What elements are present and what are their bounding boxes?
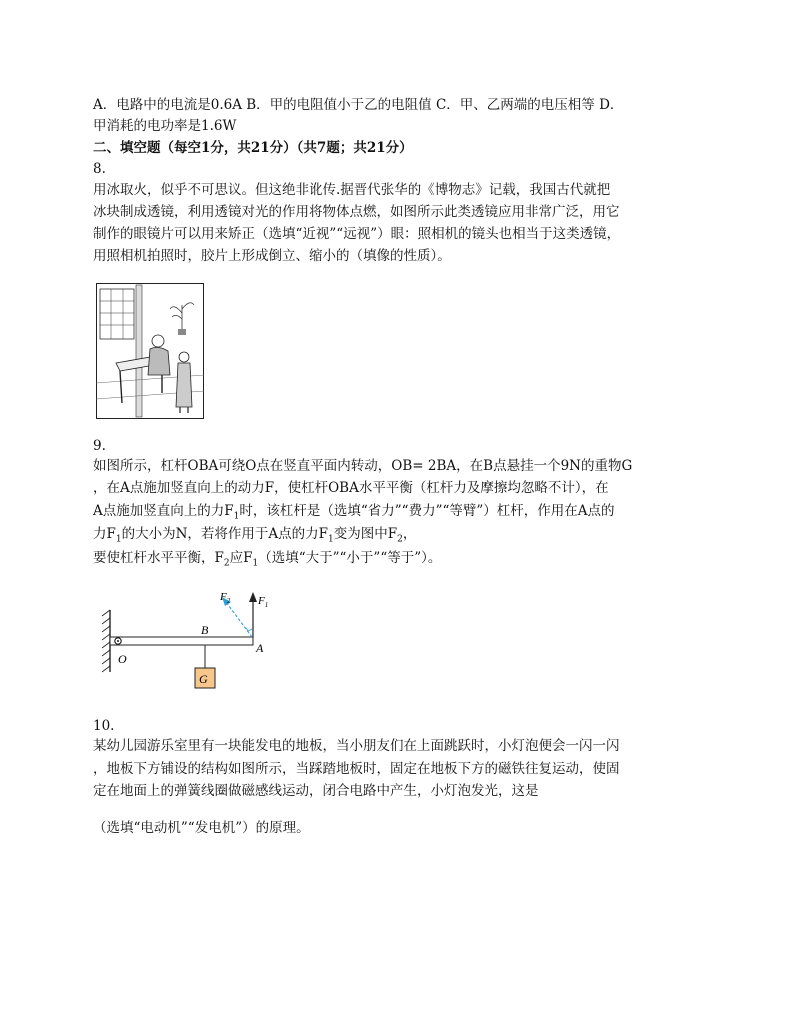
q8-text-line-1: 用冰取火，似乎不可思议。但这绝非讹传.据晋代张华的《博物志》记载，我国古代就把	[93, 182, 611, 198]
q10-text-line-4: （选填“电动机”“发电机”）的原理。	[93, 820, 310, 836]
subscript-1: 1	[252, 558, 259, 569]
subscript-1: 1	[233, 511, 240, 522]
q9-text-line-1: 如图所示，杠杆OBA可绕O点在竖直平面内转动，OB= 2BA，在B点悬挂一个9N的重物G	[93, 458, 633, 474]
q9-text-line-4	[93, 524, 416, 550]
q9-line5-part-a: 要使杠杆水平平衡，F	[93, 550, 224, 566]
q9-line5-part-c: （选填“大于”“小于”“等于”）。	[258, 550, 442, 566]
q10-number: 10.	[93, 718, 115, 734]
q9-text-line-3	[93, 501, 615, 527]
q9-line3-part-a: A点施加竖直向上的力F	[93, 503, 234, 519]
q7-options-line-1: A．电路中的电流是0.6A B．甲的电阻值小于乙的电阻值 C．甲、乙两端的电压相等 D．	[93, 97, 624, 113]
q9-line3-part-b: 时，该杠杆是（选填“省力”“费力”“等臂”）杠杆，作用在A点的	[239, 503, 615, 519]
q9-line4-part-c: 变为图中F	[333, 526, 398, 542]
q10-text-line-1: 某幼儿园游乐室里有一块能发电的地板，当小朋友们在上面跳跃时，小灯泡便会一闪一闪	[93, 738, 620, 754]
q7-options-line-2: 甲消耗的电功率是1.6W	[93, 118, 237, 134]
wall-hatch	[102, 610, 110, 672]
q9-line4-part-d: ，	[402, 526, 417, 542]
lever-bar	[110, 637, 253, 645]
label-f2: $F_2$	[220, 591, 231, 605]
q8-number: 8.	[93, 161, 106, 177]
lever-diagram	[98, 588, 278, 700]
label-f1: $F_1$	[258, 595, 269, 609]
label-b: B	[201, 623, 209, 637]
subscript-1: 1	[115, 534, 122, 545]
q9-text-line-5	[93, 548, 441, 574]
q9-line4-part-b: 的大小为N，若将作用于A点的力F	[121, 526, 329, 542]
subscript-2: 2	[223, 558, 230, 569]
section-title: 二、填空题（每空1分，共21分）（共7题；共21分）	[93, 140, 413, 156]
force-f1-arrowhead	[249, 592, 257, 602]
q8-text-line-4: 用照相机拍照时，胶片上形成倒立、缩小的（填像的性质）。	[93, 248, 451, 264]
angle-mark	[246, 628, 252, 631]
q9-line4-part-a: 力F	[93, 526, 116, 542]
q10-text-line-2: ，地板下方铺设的结构如图所示，当踩踏地板时，固定在地板下方的磁铁往复运动，使固	[93, 761, 620, 777]
subscript-2: 2	[397, 534, 403, 545]
q10-text-line-3: 定在地面上的弹簧线圈做磁感线运动，闭合电路中产生，小灯泡发光，这是	[93, 783, 539, 799]
subscript-1: 1	[328, 534, 334, 545]
q9-text-line-2: ，在A点施加竖直向上的动力F，使杠杆OBA水平平衡（杠杆力及摩擦均忽略不计），在	[93, 480, 609, 496]
q8-text-line-3: 制作的眼镜片可以用来矫正（选填“近视”“远视”）眼：照相机的镜头也相当于这类透镜，	[93, 226, 621, 242]
ancient-scene-illustration	[96, 283, 204, 419]
force-f2-arrow	[226, 602, 252, 637]
q9-line5-part-b: 应F	[229, 550, 253, 566]
q9-number: 9.	[93, 438, 106, 454]
label-g: G	[199, 672, 208, 686]
label-o: O	[118, 652, 127, 666]
q8-text-line-2: 冰块制成透镜，利用透镜对光的作用将物体点燃，如图所示此类透镜应用非常广泛，用它	[93, 204, 620, 220]
label-a: A	[256, 641, 264, 655]
